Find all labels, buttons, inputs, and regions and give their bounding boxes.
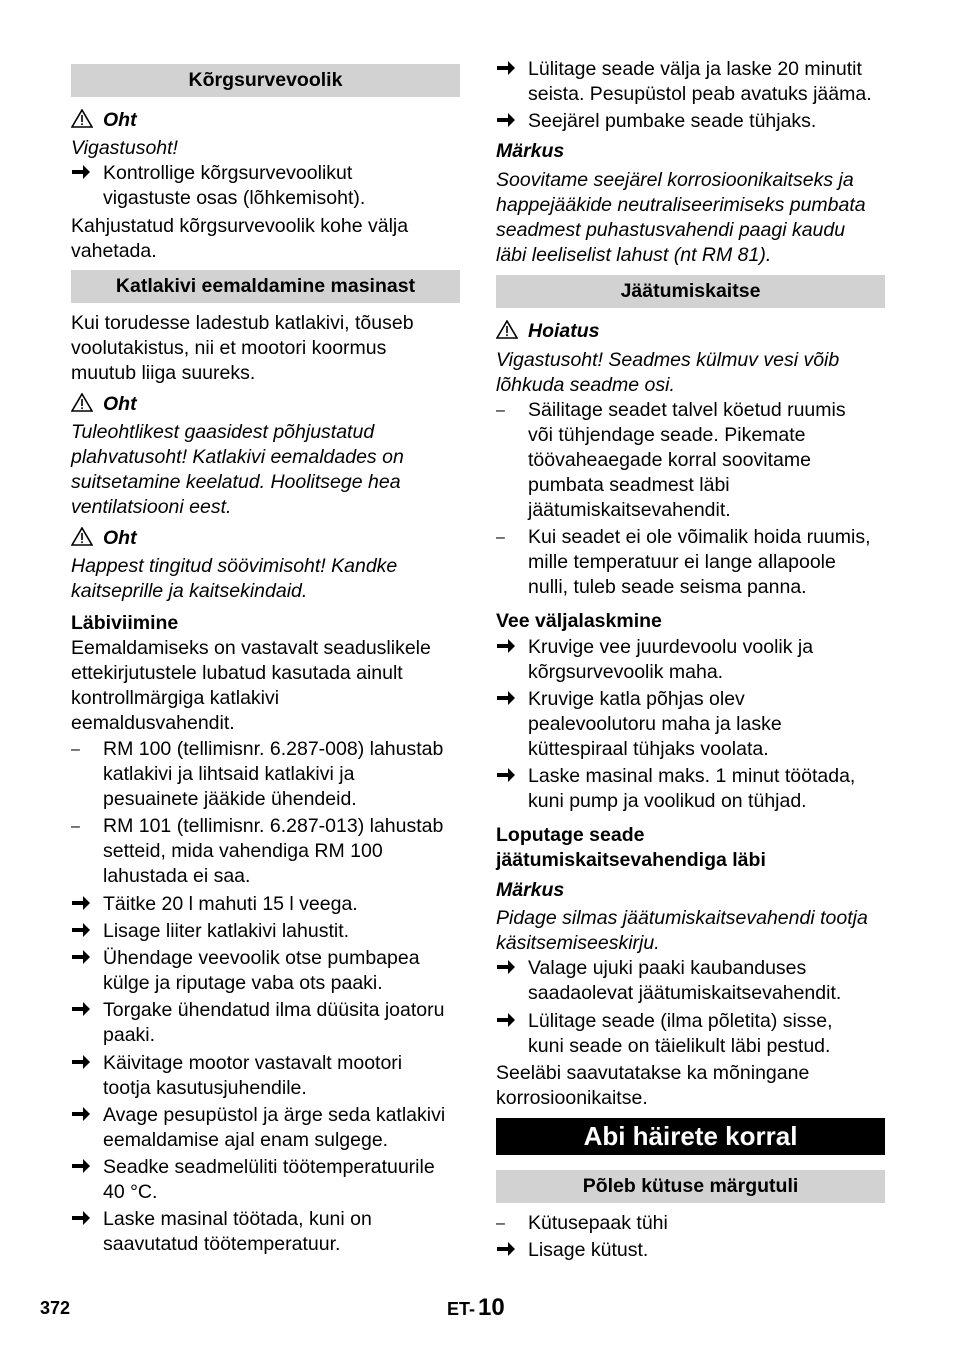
arrow-right-icon: [496, 956, 524, 981]
arrow-right-icon: [496, 764, 524, 789]
section-header-poleb: Põleb kütuse märgutuli: [496, 1170, 885, 1203]
paragraph: Seeläbi saavutatakse ka mõningane korrosioonikaitse.: [496, 1062, 810, 1109]
paragraph: Tuleohtlikest gaasidest põhjustatud plahvatusoht! Katlakivi eemaldades on suitsetamine keelatud. Hoolitsege hea ventilatsiooni eest.: [71, 421, 404, 518]
subheading: Vee väljalaskmine: [496, 610, 662, 632]
warning-label: Oht: [71, 526, 460, 553]
arrow-right-icon: [71, 919, 99, 944]
arrow-right-icon: [71, 1155, 99, 1180]
arrow-right-icon: [71, 892, 99, 917]
page-number: 372: [40, 1298, 71, 1318]
paragraph: Soovitame seejärel korrosioonikaitseks ja happejääkide neutraliseerimiseks pumbata seadmest puhastusvahendi paagi kaudu läbi leeliselist lahust (nt RM 81).: [496, 169, 866, 266]
subheading: Läbiviimine: [71, 612, 179, 634]
paragraph: Vigastusoht! Seadmes külmuv vesi võib lõhkuda seadme osi.: [496, 349, 840, 396]
arrow-right-icon: [496, 1009, 524, 1034]
arrow-right-icon: [496, 1238, 524, 1263]
text: Vigastusoht!: [71, 137, 178, 159]
arrow-right-icon: [496, 635, 524, 660]
arrow-right-icon: [496, 687, 524, 712]
warning-triangle-icon: [71, 393, 93, 419]
warning-label: Hoiatus: [496, 319, 885, 346]
note-label: Märkus: [496, 879, 565, 901]
arrow-right-icon: [71, 1051, 99, 1076]
dash-bullet: –: [496, 1215, 505, 1232]
arrow-right-icon: [496, 109, 524, 134]
section-header-korgsurvevoolik: Kõrgsurvevoolik: [71, 64, 460, 97]
arrow-right-icon: [71, 998, 99, 1023]
dash-bullet: –: [496, 402, 505, 419]
arrow-right-icon: [71, 1103, 99, 1128]
paragraph: Eemaldamiseks on vastavalt seaduslikele ettekirjutustele lubatud kasutada ainult kontrollmärgiga katlakivi eemaldusvahendit.: [71, 637, 431, 734]
warning-triangle-icon: [71, 109, 93, 135]
paragraph: Happest tingitud söövimisoht! Kandke kaitseprille ja kaitsekindaid.: [71, 555, 398, 602]
arrow-right-icon: [71, 161, 99, 186]
section-header-jaatumiskaitse: Jäätumiskaitse: [496, 275, 885, 308]
arrow-right-icon: [496, 57, 524, 82]
warning-label: Oht: [71, 392, 460, 419]
warning-label: Oht: [71, 108, 460, 135]
section-header-katlakivi: Katlakivi eemaldamine masinast: [71, 270, 460, 303]
warning-triangle-icon: [496, 320, 518, 346]
paragraph: Kahjustatud kõrgsurvevoolik kohe välja vahetada.: [71, 215, 409, 262]
arrow-right-icon: [71, 946, 99, 971]
dash-bullet: –: [71, 818, 80, 835]
note-label: Märkus: [496, 140, 565, 162]
warning-triangle-icon: [71, 527, 93, 553]
paragraph: Kui torudesse ladestub katlakivi, tõuseb voolutakistus, nii et mootori koormus muutub liiga suureks.: [71, 312, 414, 384]
chapter-title: Abi häirete korral: [496, 1118, 885, 1155]
dash-bullet: –: [496, 529, 505, 546]
arrow-right-icon: [71, 1207, 99, 1232]
paragraph: Pidage silmas jäätumiskaitsevahendi tootja käsitsemiseeskirju.: [496, 907, 868, 954]
dash-bullet: –: [71, 741, 80, 758]
subheading: Loputage seade jäätumiskaitsevahendiga läbi: [496, 824, 766, 871]
page-label: ET- 10: [447, 1294, 505, 1321]
